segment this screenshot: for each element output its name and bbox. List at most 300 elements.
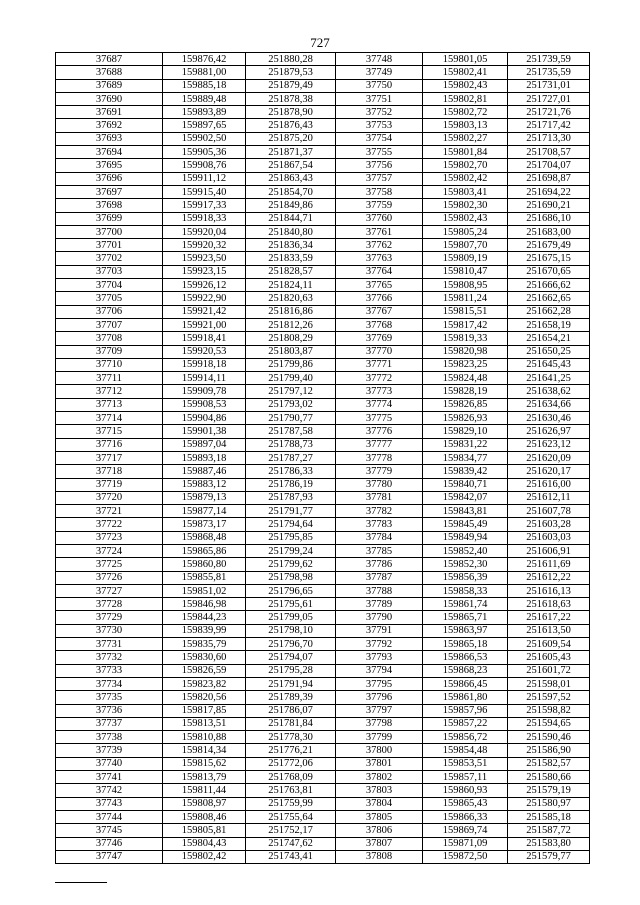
point-number-right-cell: 37762	[336, 239, 423, 252]
table-row	[56, 744, 590, 757]
table-row	[56, 79, 590, 92]
table-row	[56, 159, 590, 172]
y-coordinate-left-cell: 251799,24	[246, 544, 336, 557]
x-coordinate-right-cell: 159802,30	[423, 199, 508, 212]
x-coordinate-left-cell: 159814,34	[163, 744, 246, 757]
y-coordinate-left-cell: 251794,07	[246, 651, 336, 664]
x-coordinate-left-cell: 159823,82	[163, 677, 246, 690]
x-coordinate-left-cell: 159868,48	[163, 531, 246, 544]
table-row	[56, 544, 590, 557]
x-coordinate-left-cell: 159908,53	[163, 398, 246, 411]
y-coordinate-left-cell: 251867,54	[246, 159, 336, 172]
y-coordinate-right-cell: 251670,65	[508, 265, 590, 278]
point-number-right-cell: 37782	[336, 505, 423, 518]
table-row	[56, 385, 590, 398]
point-number-right-cell: 37771	[336, 358, 423, 371]
x-coordinate-right-cell: 159829,10	[423, 425, 508, 438]
x-coordinate-left-cell: 159804,43	[163, 837, 246, 850]
x-coordinate-right-cell: 159865,18	[423, 638, 508, 651]
x-coordinate-right-cell: 159809,19	[423, 252, 508, 265]
y-coordinate-right-cell: 251617,22	[508, 611, 590, 624]
point-number-right-cell: 37749	[336, 66, 423, 79]
point-number-right-cell: 37778	[336, 451, 423, 464]
x-coordinate-left-cell: 159904,86	[163, 412, 246, 425]
x-coordinate-left-cell: 159918,18	[163, 358, 246, 371]
y-coordinate-right-cell: 251634,66	[508, 398, 590, 411]
point-number-left-cell: 37706	[56, 305, 163, 318]
point-number-right-cell: 37754	[336, 132, 423, 145]
table-row	[56, 305, 590, 318]
table-row	[56, 784, 590, 797]
table-row	[56, 199, 590, 212]
x-coordinate-left-cell: 159917,33	[163, 199, 246, 212]
point-number-right-cell: 37798	[336, 717, 423, 730]
table-row	[56, 398, 590, 411]
y-coordinate-right-cell: 251658,19	[508, 318, 590, 331]
x-coordinate-right-cell: 159863,97	[423, 624, 508, 637]
x-coordinate-left-cell: 159813,79	[163, 771, 246, 784]
point-number-left-cell: 37717	[56, 451, 163, 464]
point-number-right-cell: 37784	[336, 531, 423, 544]
point-number-left-cell: 37711	[56, 372, 163, 385]
point-number-right-cell: 37781	[336, 491, 423, 504]
x-coordinate-right-cell: 159802,81	[423, 92, 508, 105]
x-coordinate-left-cell: 159802,42	[163, 850, 246, 863]
y-coordinate-right-cell: 251641,25	[508, 372, 590, 385]
point-number-right-cell: 37800	[336, 744, 423, 757]
y-coordinate-right-cell: 251645,43	[508, 358, 590, 371]
x-coordinate-left-cell: 159902,50	[163, 132, 246, 145]
y-coordinate-right-cell: 251612,11	[508, 491, 590, 504]
x-coordinate-left-cell: 159908,76	[163, 159, 246, 172]
point-number-left-cell: 37737	[56, 717, 163, 730]
point-number-left-cell: 37699	[56, 212, 163, 225]
table-row	[56, 797, 590, 810]
y-coordinate-right-cell: 251690,21	[508, 199, 590, 212]
point-number-right-cell: 37793	[336, 651, 423, 664]
y-coordinate-left-cell: 251798,98	[246, 571, 336, 584]
table-row	[56, 638, 590, 651]
table-row	[56, 279, 590, 292]
table-row	[56, 172, 590, 185]
table-row	[56, 132, 590, 145]
x-coordinate-right-cell: 159871,09	[423, 837, 508, 850]
point-number-left-cell: 37744	[56, 810, 163, 823]
y-coordinate-right-cell: 251609,54	[508, 638, 590, 651]
x-coordinate-left-cell: 159926,12	[163, 279, 246, 292]
x-coordinate-right-cell: 159861,74	[423, 598, 508, 611]
x-coordinate-left-cell: 159810,88	[163, 731, 246, 744]
y-coordinate-right-cell: 251605,43	[508, 651, 590, 664]
y-coordinate-right-cell: 251739,59	[508, 53, 590, 66]
point-number-left-cell: 37698	[56, 199, 163, 212]
x-coordinate-right-cell: 159817,42	[423, 318, 508, 331]
y-coordinate-right-cell: 251727,01	[508, 92, 590, 105]
point-number-left-cell: 37747	[56, 850, 163, 863]
table-row	[56, 92, 590, 105]
table-row	[56, 425, 590, 438]
y-coordinate-right-cell: 251598,01	[508, 677, 590, 690]
x-coordinate-right-cell: 159803,41	[423, 185, 508, 198]
table-row	[56, 332, 590, 345]
point-number-left-cell: 37741	[56, 771, 163, 784]
x-coordinate-right-cell: 159866,33	[423, 810, 508, 823]
x-coordinate-right-cell: 159808,95	[423, 279, 508, 292]
y-coordinate-left-cell: 251795,61	[246, 598, 336, 611]
point-number-right-cell: 37753	[336, 119, 423, 132]
point-number-right-cell: 37750	[336, 79, 423, 92]
y-coordinate-left-cell: 251799,62	[246, 558, 336, 571]
point-number-left-cell: 37709	[56, 345, 163, 358]
x-coordinate-left-cell: 159883,12	[163, 478, 246, 491]
y-coordinate-left-cell: 251789,39	[246, 691, 336, 704]
y-coordinate-left-cell: 251772,06	[246, 757, 336, 770]
point-number-left-cell: 37704	[56, 279, 163, 292]
x-coordinate-left-cell: 159893,18	[163, 451, 246, 464]
y-coordinate-right-cell: 251686,10	[508, 212, 590, 225]
point-number-right-cell: 37792	[336, 638, 423, 651]
x-coordinate-left-cell: 159860,80	[163, 558, 246, 571]
y-coordinate-right-cell: 251590,46	[508, 731, 590, 744]
table-row	[56, 53, 590, 66]
point-number-right-cell: 37806	[336, 824, 423, 837]
table-row	[56, 345, 590, 358]
x-coordinate-right-cell: 159824,48	[423, 372, 508, 385]
point-number-left-cell: 37731	[56, 638, 163, 651]
y-coordinate-left-cell: 251759,99	[246, 797, 336, 810]
point-number-left-cell: 37730	[56, 624, 163, 637]
y-coordinate-right-cell: 251675,15	[508, 252, 590, 265]
y-coordinate-left-cell: 251778,30	[246, 731, 336, 744]
x-coordinate-right-cell: 159857,96	[423, 704, 508, 717]
table-row	[56, 584, 590, 597]
x-coordinate-right-cell: 159840,71	[423, 478, 508, 491]
point-number-left-cell: 37719	[56, 478, 163, 491]
point-number-right-cell: 37780	[336, 478, 423, 491]
point-number-left-cell: 37732	[56, 651, 163, 664]
y-coordinate-left-cell: 251795,85	[246, 531, 336, 544]
table-row	[56, 717, 590, 730]
table-row	[56, 704, 590, 717]
point-number-left-cell: 37720	[56, 491, 163, 504]
table-row	[56, 451, 590, 464]
y-coordinate-right-cell: 251603,03	[508, 531, 590, 544]
point-number-right-cell: 37805	[336, 810, 423, 823]
x-coordinate-left-cell: 159918,33	[163, 212, 246, 225]
y-coordinate-right-cell: 251679,49	[508, 239, 590, 252]
point-number-right-cell: 37785	[336, 544, 423, 557]
point-number-left-cell: 37695	[56, 159, 163, 172]
y-coordinate-left-cell: 251791,77	[246, 505, 336, 518]
point-number-left-cell: 37723	[56, 531, 163, 544]
point-number-left-cell: 37689	[56, 79, 163, 92]
y-coordinate-left-cell: 251803,87	[246, 345, 336, 358]
y-coordinate-left-cell: 251787,27	[246, 451, 336, 464]
point-number-left-cell: 37734	[56, 677, 163, 690]
y-coordinate-right-cell: 251620,17	[508, 465, 590, 478]
point-number-right-cell: 37760	[336, 212, 423, 225]
table-row	[56, 810, 590, 823]
point-number-right-cell: 37761	[336, 225, 423, 238]
point-number-left-cell: 37729	[56, 611, 163, 624]
point-number-right-cell: 37802	[336, 771, 423, 784]
point-number-right-cell: 37764	[336, 265, 423, 278]
table-row	[56, 106, 590, 119]
y-coordinate-left-cell: 251878,38	[246, 92, 336, 105]
point-number-left-cell: 37735	[56, 691, 163, 704]
y-coordinate-left-cell: 251797,12	[246, 385, 336, 398]
point-number-right-cell: 37758	[336, 185, 423, 198]
y-coordinate-right-cell: 251630,46	[508, 412, 590, 425]
y-coordinate-left-cell: 251791,94	[246, 677, 336, 690]
y-coordinate-right-cell: 251579,77	[508, 850, 590, 863]
x-coordinate-right-cell: 159803,13	[423, 119, 508, 132]
point-number-right-cell: 37808	[336, 850, 423, 863]
y-coordinate-left-cell: 251768,09	[246, 771, 336, 784]
y-coordinate-left-cell: 251812,26	[246, 318, 336, 331]
y-coordinate-left-cell: 251776,21	[246, 744, 336, 757]
point-number-left-cell: 37705	[56, 292, 163, 305]
x-coordinate-left-cell: 159920,32	[163, 239, 246, 252]
y-coordinate-right-cell: 251623,12	[508, 438, 590, 451]
point-number-left-cell: 37740	[56, 757, 163, 770]
y-coordinate-right-cell: 251654,21	[508, 332, 590, 345]
point-number-left-cell: 37722	[56, 518, 163, 531]
table-row	[56, 837, 590, 850]
point-number-left-cell: 37697	[56, 185, 163, 198]
table-row	[56, 571, 590, 584]
page-number: 727	[310, 35, 330, 50]
point-number-right-cell: 37779	[336, 465, 423, 478]
x-coordinate-right-cell: 159842,07	[423, 491, 508, 504]
table-row	[56, 771, 590, 784]
point-number-left-cell: 37712	[56, 385, 163, 398]
x-coordinate-right-cell: 159802,27	[423, 132, 508, 145]
point-number-right-cell: 37791	[336, 624, 423, 637]
point-number-right-cell: 37803	[336, 784, 423, 797]
y-coordinate-right-cell: 251613,50	[508, 624, 590, 637]
x-coordinate-left-cell: 159915,40	[163, 185, 246, 198]
x-coordinate-left-cell: 159905,36	[163, 146, 246, 159]
x-coordinate-left-cell: 159820,56	[163, 691, 246, 704]
point-number-right-cell: 37751	[336, 92, 423, 105]
coordinates-table-body	[56, 53, 590, 864]
point-number-left-cell: 37694	[56, 146, 163, 159]
point-number-right-cell: 37776	[336, 425, 423, 438]
point-number-right-cell: 37775	[336, 412, 423, 425]
table-row	[56, 611, 590, 624]
x-coordinate-left-cell: 159893,89	[163, 106, 246, 119]
x-coordinate-left-cell: 159881,00	[163, 66, 246, 79]
point-number-left-cell: 37733	[56, 664, 163, 677]
y-coordinate-left-cell: 251836,34	[246, 239, 336, 252]
table-row	[56, 491, 590, 504]
x-coordinate-left-cell: 159889,48	[163, 92, 246, 105]
x-coordinate-right-cell: 159801,05	[423, 53, 508, 66]
table-row	[56, 465, 590, 478]
x-coordinate-left-cell: 159865,86	[163, 544, 246, 557]
x-coordinate-right-cell: 159828,19	[423, 385, 508, 398]
point-number-left-cell: 37724	[56, 544, 163, 557]
y-coordinate-left-cell: 251786,19	[246, 478, 336, 491]
x-coordinate-right-cell: 159811,24	[423, 292, 508, 305]
point-number-left-cell: 37743	[56, 797, 163, 810]
point-number-left-cell: 37690	[56, 92, 163, 105]
point-number-left-cell: 37703	[56, 265, 163, 278]
y-coordinate-right-cell: 251717,42	[508, 119, 590, 132]
x-coordinate-right-cell: 159853,51	[423, 757, 508, 770]
x-coordinate-right-cell: 159826,85	[423, 398, 508, 411]
x-coordinate-right-cell: 159860,93	[423, 784, 508, 797]
y-coordinate-right-cell: 251721,76	[508, 106, 590, 119]
x-coordinate-left-cell: 159885,18	[163, 79, 246, 92]
x-coordinate-right-cell: 159872,50	[423, 850, 508, 863]
x-coordinate-right-cell: 159839,42	[423, 465, 508, 478]
x-coordinate-right-cell: 159820,98	[423, 345, 508, 358]
x-coordinate-left-cell: 159909,78	[163, 385, 246, 398]
y-coordinate-left-cell: 251788,73	[246, 438, 336, 451]
point-number-right-cell: 37794	[336, 664, 423, 677]
point-number-right-cell: 37777	[336, 438, 423, 451]
y-coordinate-right-cell: 251580,97	[508, 797, 590, 810]
table-row	[56, 146, 590, 159]
point-number-left-cell: 37736	[56, 704, 163, 717]
x-coordinate-right-cell: 159826,93	[423, 412, 508, 425]
x-coordinate-right-cell: 159856,72	[423, 731, 508, 744]
point-number-right-cell: 37768	[336, 318, 423, 331]
x-coordinate-left-cell: 159855,81	[163, 571, 246, 584]
y-coordinate-right-cell: 251683,00	[508, 225, 590, 238]
y-coordinate-right-cell: 251616,00	[508, 478, 590, 491]
table-row	[56, 372, 590, 385]
x-coordinate-right-cell: 159854,48	[423, 744, 508, 757]
point-number-right-cell: 37807	[336, 837, 423, 850]
y-coordinate-right-cell: 251580,66	[508, 771, 590, 784]
x-coordinate-left-cell: 159923,50	[163, 252, 246, 265]
y-coordinate-right-cell: 251585,18	[508, 810, 590, 823]
table-row	[56, 212, 590, 225]
point-number-left-cell: 37692	[56, 119, 163, 132]
y-coordinate-right-cell: 251620,09	[508, 451, 590, 464]
point-number-left-cell: 37687	[56, 53, 163, 66]
y-coordinate-left-cell: 251820,63	[246, 292, 336, 305]
x-coordinate-right-cell: 159815,51	[423, 305, 508, 318]
x-coordinate-right-cell: 159869,74	[423, 824, 508, 837]
x-coordinate-left-cell: 159808,97	[163, 797, 246, 810]
table-row	[56, 850, 590, 863]
y-coordinate-left-cell: 251795,28	[246, 664, 336, 677]
y-coordinate-left-cell: 251863,43	[246, 172, 336, 185]
y-coordinate-right-cell: 251704,07	[508, 159, 590, 172]
y-coordinate-left-cell: 251854,70	[246, 185, 336, 198]
x-coordinate-right-cell: 159831,22	[423, 438, 508, 451]
y-coordinate-left-cell: 251878,90	[246, 106, 336, 119]
y-coordinate-left-cell: 251876,43	[246, 119, 336, 132]
x-coordinate-left-cell: 159897,65	[163, 119, 246, 132]
x-coordinate-right-cell: 159868,23	[423, 664, 508, 677]
table-row	[56, 824, 590, 837]
y-coordinate-left-cell: 251816,86	[246, 305, 336, 318]
table-row	[56, 518, 590, 531]
point-number-right-cell: 37783	[336, 518, 423, 531]
y-coordinate-right-cell: 251694,22	[508, 185, 590, 198]
point-number-right-cell: 37759	[336, 199, 423, 212]
x-coordinate-right-cell: 159843,81	[423, 505, 508, 518]
y-coordinate-right-cell: 251598,82	[508, 704, 590, 717]
point-number-right-cell: 37789	[336, 598, 423, 611]
point-number-right-cell: 37772	[336, 372, 423, 385]
y-coordinate-left-cell: 251799,05	[246, 611, 336, 624]
x-coordinate-right-cell: 159801,84	[423, 146, 508, 159]
x-coordinate-left-cell: 159830,60	[163, 651, 246, 664]
x-coordinate-left-cell: 159835,79	[163, 638, 246, 651]
point-number-left-cell: 37716	[56, 438, 163, 451]
y-coordinate-left-cell: 251879,53	[246, 66, 336, 79]
table-row	[56, 664, 590, 677]
y-coordinate-right-cell: 251626,97	[508, 425, 590, 438]
x-coordinate-right-cell: 159857,22	[423, 717, 508, 730]
point-number-right-cell: 37752	[336, 106, 423, 119]
point-number-right-cell: 37804	[336, 797, 423, 810]
x-coordinate-right-cell: 159819,33	[423, 332, 508, 345]
point-number-right-cell: 37748	[336, 53, 423, 66]
table-row	[56, 119, 590, 132]
table-row	[56, 412, 590, 425]
x-coordinate-right-cell: 159802,41	[423, 66, 508, 79]
point-number-right-cell: 37757	[336, 172, 423, 185]
y-coordinate-left-cell: 251798,10	[246, 624, 336, 637]
x-coordinate-right-cell: 159802,72	[423, 106, 508, 119]
x-coordinate-right-cell: 159802,42	[423, 172, 508, 185]
point-number-right-cell: 37801	[336, 757, 423, 770]
point-number-left-cell: 37688	[56, 66, 163, 79]
point-number-left-cell: 37738	[56, 731, 163, 744]
table-row	[56, 66, 590, 79]
x-coordinate-right-cell: 159823,25	[423, 358, 508, 371]
point-number-right-cell: 37763	[336, 252, 423, 265]
x-coordinate-left-cell: 159844,23	[163, 611, 246, 624]
y-coordinate-left-cell: 251840,80	[246, 225, 336, 238]
x-coordinate-right-cell: 159834,77	[423, 451, 508, 464]
table-row	[56, 252, 590, 265]
x-coordinate-right-cell: 159861,80	[423, 691, 508, 704]
y-coordinate-right-cell: 251594,65	[508, 717, 590, 730]
point-number-right-cell: 37766	[336, 292, 423, 305]
point-number-left-cell: 37701	[56, 239, 163, 252]
table-row	[56, 225, 590, 238]
x-coordinate-left-cell: 159817,85	[163, 704, 246, 717]
x-coordinate-right-cell: 159849,94	[423, 531, 508, 544]
point-number-left-cell: 37708	[56, 332, 163, 345]
y-coordinate-right-cell: 251662,65	[508, 292, 590, 305]
y-coordinate-left-cell: 251752,17	[246, 824, 336, 837]
table-row	[56, 185, 590, 198]
x-coordinate-right-cell: 159802,43	[423, 79, 508, 92]
x-coordinate-right-cell: 159802,70	[423, 159, 508, 172]
table-row	[56, 651, 590, 664]
point-number-right-cell: 37786	[336, 558, 423, 571]
point-number-left-cell: 37745	[56, 824, 163, 837]
y-coordinate-left-cell: 251871,37	[246, 146, 336, 159]
x-coordinate-right-cell: 159810,47	[423, 265, 508, 278]
table-row	[56, 358, 590, 371]
y-coordinate-left-cell: 251879,49	[246, 79, 336, 92]
x-coordinate-left-cell: 159813,51	[163, 717, 246, 730]
point-number-left-cell: 37710	[56, 358, 163, 371]
table-row	[56, 691, 590, 704]
x-coordinate-left-cell: 159839,99	[163, 624, 246, 637]
y-coordinate-right-cell: 251583,80	[508, 837, 590, 850]
